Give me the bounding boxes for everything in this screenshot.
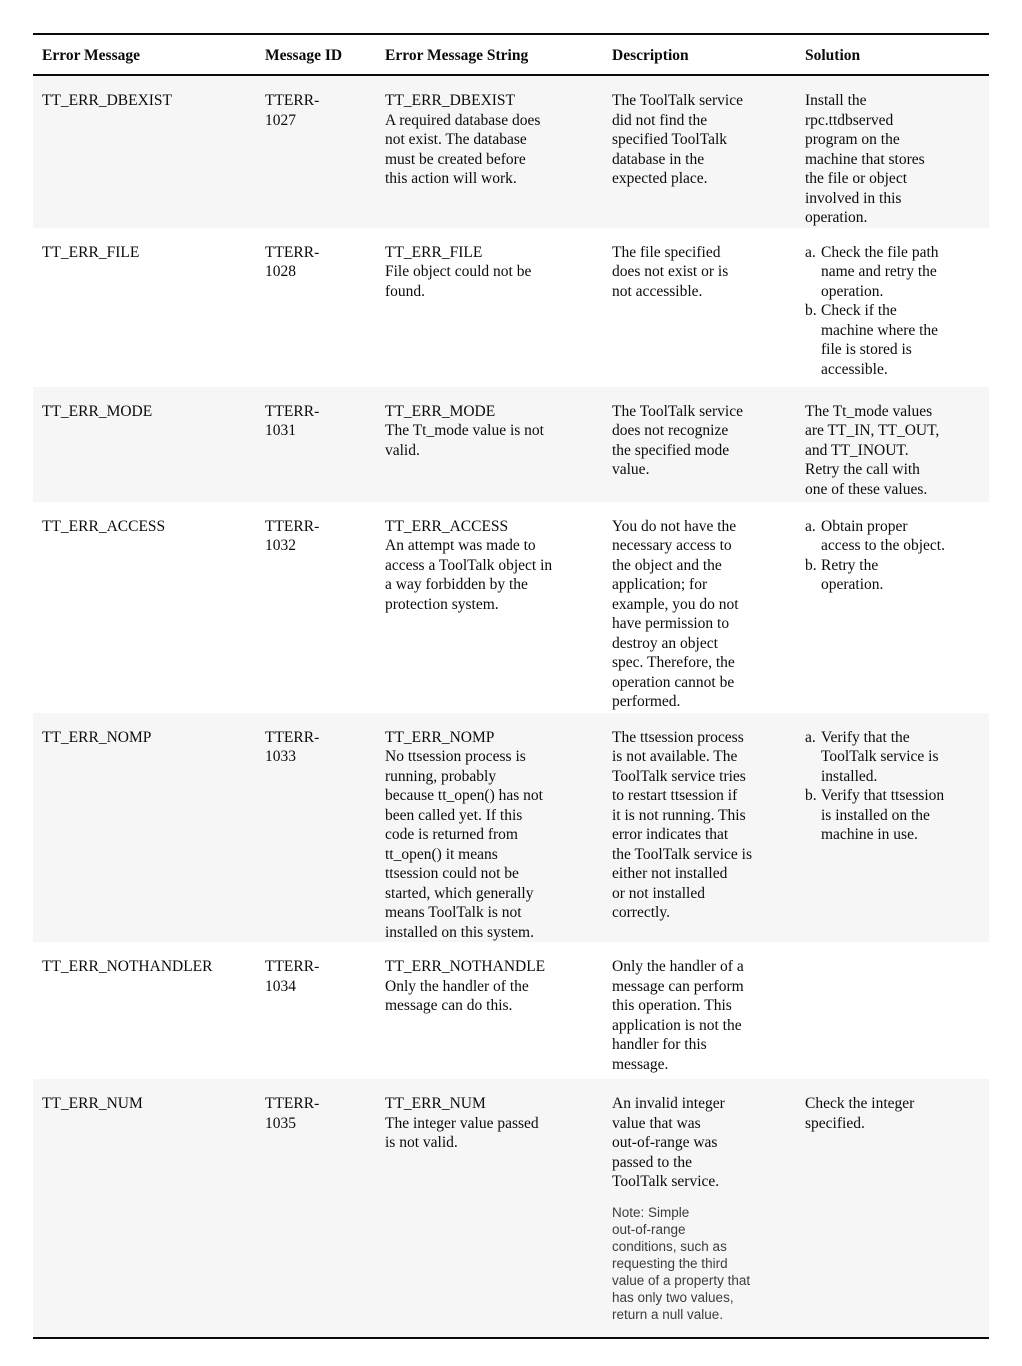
description-text: The file specified does not exist or is not accessible.	[612, 243, 729, 300]
solution-cell	[805, 1094, 989, 1337]
solution-item-text: Retry the operation.	[821, 556, 884, 593]
description-text: You do not have the necessary access to the object and the application; for example, you do not have permission to destroy an object spec. Therefore, the operation cannot be performed.	[612, 517, 739, 710]
message-string-cell: TT_ERR_DBEXIST A required database does not exist. The database must be created before this action will work.	[385, 92, 541, 187]
table-row	[33, 387, 989, 502]
description-text: The ToolTalk service did not find the specified ToolTalk database in the expected place.	[612, 92, 743, 187]
description-cell	[612, 1094, 805, 1337]
solution-cell	[805, 517, 989, 713]
table-row	[33, 502, 989, 713]
message-id-cell: TTERR- 1031	[265, 402, 320, 439]
solution-item-text: Obtain proper access to the object.	[821, 517, 945, 554]
message-string-cell: TT_ERR_NOMP No ttsession process is running, probably because tt_open() has not been called yet. If this code is returned from tt_open() it means ttsession could not be started, which generally means ToolTalk is not installed on this system.	[385, 728, 543, 941]
solution-item	[805, 786, 975, 845]
message-id-cell: TTERR- 1028	[265, 243, 320, 280]
message-string-cell: TT_ERR_FILE File object could not be found.	[385, 243, 532, 300]
message-string-cell: TT_ERR_NUM The integer value passed is not valid.	[385, 1095, 539, 1151]
solution-text: Install the rpc.ttdbserved program on the machine that stores the file or object involved in this operation.	[805, 92, 925, 226]
column-header-description: Description	[612, 47, 689, 64]
error-message-cell: TT_ERR_NOTHANDLER	[42, 958, 213, 975]
solution-item	[805, 556, 975, 595]
error-message-cell: TT_ERR_NOMP	[42, 728, 152, 746]
solution-cell	[805, 91, 989, 228]
description-cell	[612, 402, 805, 502]
description-text: Only the handler of a message can perform this operation. This application is not the handler for this message.	[612, 958, 744, 1073]
table-row	[33, 942, 989, 1079]
solution-item-marker: a.	[805, 517, 816, 535]
solution-item-text: Verify that ttsession is installed on the machine in use.	[821, 787, 945, 843]
solution-item-text: Check the file path name and retry the operation.	[821, 243, 939, 300]
column-header-error-message-string: Error Message String	[385, 47, 529, 64]
description-cell	[612, 91, 805, 228]
description-text: An invalid integer value that was out-of-range was passed to the ToolTalk service.	[612, 1095, 725, 1190]
table-row	[33, 76, 989, 228]
table-row	[33, 228, 989, 387]
column-header-solution: Solution	[805, 47, 861, 64]
message-id-cell: TTERR- 1035	[265, 1095, 320, 1132]
table-bottom-rule	[33, 1337, 989, 1339]
message-id-cell: TTERR- 1033	[265, 728, 320, 765]
solution-item-marker: b.	[805, 556, 817, 574]
message-id-cell: TTERR- 1034	[265, 958, 320, 995]
table-row	[33, 713, 989, 943]
description-cell	[612, 728, 805, 943]
solution-item	[805, 517, 975, 556]
error-message-table	[33, 33, 989, 1339]
error-message-cell: TT_ERR_NUM	[42, 1095, 143, 1112]
solution-text: The Tt_mode values are TT_IN, TT_OUT, and TT_INOUT. Retry the call with one of these values.	[805, 402, 940, 498]
solution-item-marker: a.	[805, 243, 816, 261]
description-cell	[612, 243, 805, 387]
message-string-cell: TT_ERR_MODE The Tt_mode value is not valid.	[385, 402, 544, 459]
solution-cell	[805, 402, 989, 502]
error-message-cell: TT_ERR_MODE	[42, 402, 153, 420]
solution-cell	[805, 728, 989, 943]
solution-item	[805, 301, 975, 379]
message-string-cell: TT_ERR_ACCESS An attempt was made to access a ToolTalk object in a way forbidden by the protection system.	[385, 517, 553, 613]
error-message-cell: TT_ERR_DBEXIST	[42, 92, 173, 109]
error-message-cell: TT_ERR_FILE	[42, 243, 140, 261]
solution-text: Check the integer specified.	[805, 1095, 915, 1132]
solution-cell	[805, 243, 989, 387]
message-string-cell: TT_ERR_NOTHANDLE Only the handler of the message can do this.	[385, 958, 546, 1014]
error-message-cell: TT_ERR_ACCESS	[42, 517, 166, 535]
solution-item-marker: b.	[805, 787, 817, 804]
table-header-row	[33, 35, 989, 74]
solution-item-text: Check if the machine where the file is stored is accessible.	[821, 302, 939, 378]
table-rows	[33, 76, 989, 1337]
description-note: Note: Simple out-of-range conditions, such as requesting the third value of a property that has only two values, return a null value.	[612, 1204, 751, 1322]
description-text: The ttsession process is not available. The ToolTalk service tries to restart ttsession if it is not running. This error indicates that the ToolTalk service is either not installed or not installed correctly.	[612, 728, 753, 921]
solution-item-marker: a.	[805, 728, 816, 746]
description-text: The ToolTalk service does not recognize the specified mode value.	[612, 402, 743, 478]
message-id-cell: TTERR- 1027	[265, 92, 320, 129]
column-header-error-message: Error Message	[42, 47, 140, 64]
solution-item	[805, 728, 975, 787]
description-cell	[612, 517, 805, 713]
solution-cell	[805, 957, 989, 1079]
table-row	[33, 1079, 989, 1337]
solution-item-marker: b.	[805, 302, 817, 319]
solution-item	[805, 243, 975, 302]
solution-item-text: Verify that the ToolTalk service is installed.	[821, 728, 939, 785]
column-header-message-id: Message ID	[265, 47, 343, 64]
description-cell	[612, 957, 805, 1079]
message-id-cell: TTERR- 1032	[265, 517, 320, 554]
